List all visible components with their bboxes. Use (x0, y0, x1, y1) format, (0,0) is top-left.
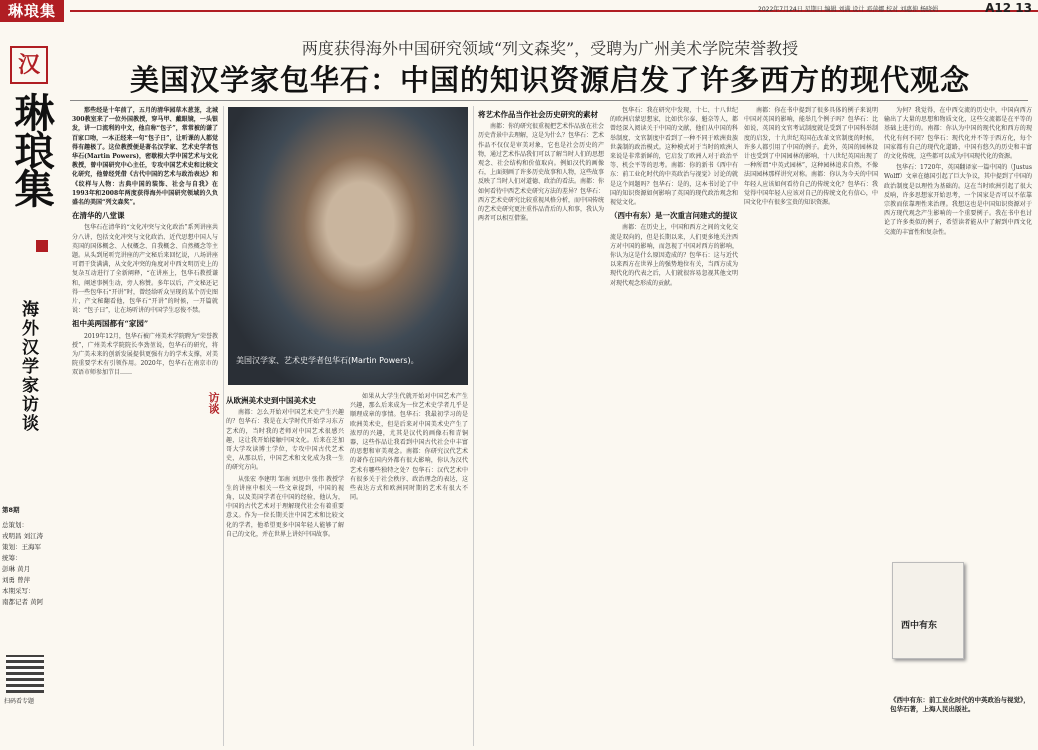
book-cover (892, 562, 964, 659)
calligraphy-title: 琳琅集 (8, 92, 55, 206)
photo-caption: 美国汉学家、艺术史学者包华石(Martin Powers)。 (236, 356, 419, 365)
red-seal (36, 240, 48, 252)
book-title: 西中有东 (901, 621, 938, 631)
body-paragraph: 南都：你的研究很重视把艺术作品放在社会历史背景中去理解，这是为什么？包华石：艺术作品不仅仅是审美对象，它也是社会历史的产物，通过艺术作品我们可以了解当时人们的思想观念、社会结构和价值取向。例如汉代的画像石，上面刻画了许多历史故事和人物，这些故事反映了当时人们对道德、政治的看法。南都：你如何看待中西艺术史研究方法的差异？包华石：西方艺术史研究比较重视风格分析，而中国传统的艺术史研究更注重作品背后的人和事，我认为两者可以相互借鉴。 (478, 123, 604, 223)
credits-block: 总策划： 戎明昌 刘江涛 策划：王海军 统筹： 彭琳 黄月 刘勇 曾萍 本期采写： 南都记者 黄阿 (2, 521, 44, 606)
episode-label: 第8期 (2, 506, 20, 514)
subhead-home: 祖中美两国都有“家园” (72, 319, 149, 329)
column-1 (72, 106, 218, 746)
masthead: 琳琅集 (0, 0, 64, 22)
vertical-subtitle: 海外汉学家访谈 (18, 300, 38, 433)
body-paragraph: 2019年12月，包华石被广州美术学院聘为“荣誉教授”，广州美术学院院长李劲堃说，包华石的研究，将为广美未来的创新发展提供更强有力的学术支撑，对美院重要学术有引领作用。2020年，包华石在南京市的双语市师参加节目…… (72, 332, 218, 377)
han-badge: 汉 (10, 46, 48, 84)
book-caption: 《西中有东：前工业化时代的中英政治与视觉》，包华石著，上海人民出版社。 (890, 696, 1030, 713)
qr-caption: 扫码看专题 (4, 698, 35, 705)
body-paragraph: 包华石：1720年，英国翻译家一篇中国的（Justus Wolff）文章在德国引起了巨大争议，其中提到了中国的政治制度是以理性为基础的。这在当时欧洲引起了很大反响，许多思想家开始思考，一个国家是否可以不依靠宗教而依靠理性来治理。我想这也是中国知识资源对于西方现代观念产生影响的一个重要例子。我在书中也讨论了许多类似的例子，希望读者能从中了解到中西文化交流的丰富性和复杂性。 (884, 164, 1032, 236)
portrait-photo (228, 107, 468, 385)
issue-line: 2022年7月24日 星期日 编辑 刘满 设计 邓萍娜 校对 刘惠伸 杨晓娟 (758, 6, 938, 13)
divider (223, 106, 224, 746)
subhead-book: （西中有东）是一次重言问建式的提议 (610, 211, 738, 221)
headline: 美国汉学家包华石：中国的知识资源启发了许多西方的现代观念 (129, 63, 970, 97)
body-paragraph: 从张宏 李建明 邹南 刘思中 张伟 教授学生的讲座中相关一些文章提到，中国的视角，以及美国学者在中国的经验，他认为，中国的古代艺术对于理解现代社会有着重要意义。作为一位长期关注中国艺术和比较文化的学者，他希望更多中国年轻人能够了解自己的文化，并在世界上讲好中国故事。 (226, 475, 344, 538)
interview-label: 访谈 (207, 392, 220, 414)
column-2 (226, 392, 344, 746)
qr-code[interactable] (6, 655, 44, 693)
divider (473, 106, 474, 746)
body-paragraph: 南都：你在书中提到了很多具体的例子来说明中国对英国的影响，能举几个例子吗？包华石：比如说，英国的文官考试制度就是受到了中国科举制度的启发，十九世纪英国在改革文官制度的时候，许多人都引用了中国的例子。此外，英国的园林设计也受到了中国园林的影响，十八世纪英国出现了一种所谓“中英式园林”，这种园林追求自然，不像法国园林那样讲究对称。南都：你认为今天的中国年轻人应该如何看待自己的传统文化？包华石：我觉得中国年轻人应该对自己的传统文化有信心，中国文化中有很多宝贵的知识资源。 (744, 107, 878, 207)
kicker: 两度获得海外中国研究领域“列文森奖”，受聘为广州美术学院荣誉教授 (301, 39, 799, 58)
column-7 (884, 106, 1032, 556)
header-rule (70, 100, 1028, 101)
body-paragraph: 如果从大学生代就开始对中国艺术产生兴趣，那么后来成为一位艺术史学者几乎是顺理成章的事情。包华石：我最初学习的是欧洲美术史，但是后来对中国美术史产生了浓厚的兴趣，尤其是汉代的画像石和青铜器，这些作品让我看到中国古代社会中丰富的思想和审美观念。南都：你研究汉代艺术的著作在国内外都有很大影响，你认为汉代艺术有哪些独特之处？包华石：汉代艺术中有很多关于社会秩序、政治理念的表达，这些表达方式和欧洲同时期的艺术有很大不同。 (350, 393, 468, 502)
page-number: A12 13 (985, 1, 1032, 15)
lead-paragraph: 那些经是十年前了，五月的清华园草木葱茏，北城300教室来了一位外国教授，穿马甲、戴眼镜，一头银发，讲一口流利的中文，他自称“包子”，常常被的谦了百家口吻，一本正经来一句“包子日”，让听课的人都觉得有趣极了。这位教授便是著名汉学家、艺术史学者包华石(Martin Powers)，密歇根大学中国艺术与文化教授，曾中国研究中心主任，专攻中国艺术史和比较文化研究，他曾经凭借《古代中国的艺术与政治表达》和《纹样与人物：古典中国的装饰、社会与自我》在1993年和2008年两度获得海外中国研究领域的久负盛名的美国“列文森奖”。 (72, 107, 218, 207)
body-paragraph: 南都：在历史上，中国和西方之间的文化交流是双向的，但是长期以来，人们更多地关注西方对中国的影响，而忽视了中国对西方的影响，你认为这是什么原因造成的？包华石：这与近代以来西方在世界上的强势地位有关，当西方成为现代化的代表之后，人们就很容易忽视其他文明对现代观念形成的贡献。 (610, 224, 738, 287)
body-paragraph: 为何？我觉得，在中西交流的历史中，中国向西方输出了大量的思想和物质文化，这些交流都是在平等的基础上进行的。南都：你认为中国的现代化和西方的现代化有何不同？包华石：现代化并不等于西方化，每个国家都有自己的现代化道路，中国有悠久的历史和丰富的文化传统，这些都可以成为中国现代化的资源。 (884, 107, 1032, 161)
column-4 (478, 106, 604, 746)
subhead-art-history: 从欧洲美术史到中国美术史 (226, 396, 316, 405)
column-3 (350, 392, 468, 746)
subhead-social-history: 将艺术作品当作社会历史研究的素材 (478, 110, 598, 119)
body-paragraph: 南都：怎么开始对中国艺术史产生兴趣的？包华石：我是在大学时代开始学习东方艺术的，当时我的老师对中国艺术很感兴趣，这让我开始接触中国文化。后来在芝加哥大学攻读博士学位，专攻中国古代艺术史，从那以后，中国艺术和文化成为我一生的研究方向。 (226, 409, 344, 472)
column-6 (744, 106, 878, 746)
body-paragraph: 包华石：我在研究中发现，十七、十八世纪的欧洲启蒙思想家，比如伏尔泰、魁奈等人，都曾经深入阅读关于中国的文献，他们从中国的科举制度、文官制度中看到了一种不同于欧洲贵族世袭制的政治模式。这种模式对于当时的欧洲人来说是非常新鲜的，它启发了欧洲人对于政治平等、机会平等的思考。南都：你的新书《西中有东：前工业化时代的中英政治与视觉》讨论的就是这个问题吗？包华石：是的，这本书讨论了中国的知识资源如何影响了英国的现代政治观念和视觉文化。 (610, 107, 738, 207)
body-paragraph: 包华石在清华的“文化冲突与文化政治”系列讲座共分八讲，包括文化冲突与文化政治、近代思想中国人与英国的国体概念、人权概念、自我概念、自然概念等主题。从头到尾听完讲座的产文秘后来回忆说，八场讲座可谓干货满满，从文化冲突的角度对中西文明历史上的复杂互动进行了全新阐释，“在讲座上，包华石教授谦和，阐述事例生动，旁人称赞。多年以后，产文秘还记得一些包华石“开讲”时，曾经给听众呈现的某个历史图片，产文秘翻看他，包华石“开讲”的时候，一开篇就说：“包子曰”，让在场听讲的中国学生忍俊不禁。 (72, 224, 218, 315)
subhead-tsinghua: 在清华的八堂课 (72, 211, 125, 221)
column-5 (610, 106, 738, 746)
